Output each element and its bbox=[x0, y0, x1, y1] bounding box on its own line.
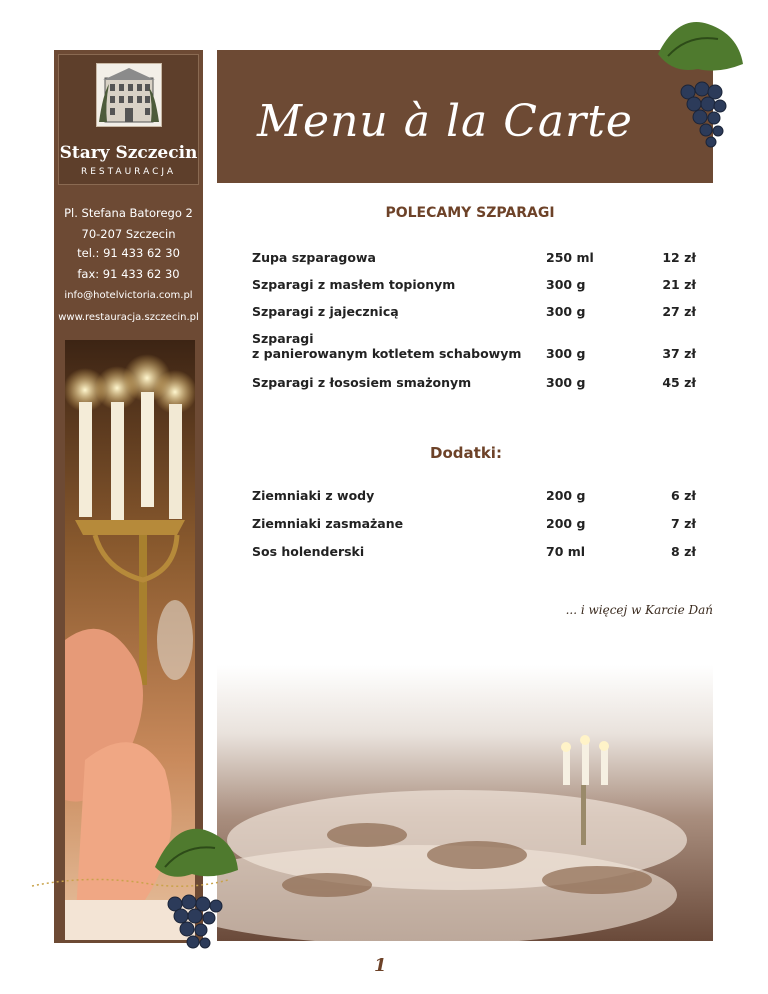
menu-item-name-line2: z panierowanym kotletem schabowym bbox=[252, 346, 522, 361]
menu-item bbox=[252, 277, 696, 307]
more-in-menu-note: ... i więcej w Karcie Dań bbox=[565, 603, 713, 617]
restaurant-subtitle: RESTAURACJA bbox=[80, 167, 177, 177]
building-illustration bbox=[96, 63, 162, 127]
menu-item-price: 8 zł bbox=[671, 544, 696, 559]
sidebar bbox=[54, 50, 203, 943]
menu-item-price: 7 zł bbox=[671, 516, 696, 531]
website-link[interactable]: www.restauracja.szczecin.pl bbox=[58, 312, 199, 323]
email-link[interactable]: info@hotelvictoria.com.pl bbox=[64, 290, 193, 301]
menu-item bbox=[252, 331, 696, 363]
page-title: Menu à la Carte bbox=[257, 96, 633, 147]
menu-item-name: Zupa szparagowa bbox=[252, 250, 376, 265]
menu-item-price: 27 zł bbox=[662, 304, 696, 319]
page-number: 1 bbox=[374, 955, 387, 976]
address-line-1: Pl. Stefana Batorego 2 bbox=[64, 206, 193, 220]
menu-item-price: 37 zł bbox=[662, 346, 696, 361]
menu-item-price: 45 zł bbox=[662, 375, 696, 390]
menu-item-name: Ziemniaki zasmażane bbox=[252, 516, 404, 531]
menu-item-name: Szparagi z łososiem smażonym bbox=[252, 375, 472, 390]
phone: tel.: 91 433 62 30 bbox=[77, 246, 180, 260]
menu-item-qty: 300 g bbox=[546, 346, 586, 361]
menu-item-qty: 70 ml bbox=[546, 544, 586, 559]
restaurant-logo bbox=[58, 54, 199, 185]
menu-item-qty: 250 ml bbox=[546, 250, 594, 265]
menu-item-name: Sos holenderski bbox=[252, 544, 365, 559]
restaurant-name: Stary Szczecin bbox=[59, 143, 198, 163]
menu-item-name: Szparagi z jajecznicą bbox=[252, 304, 399, 319]
menu-item-price: 6 zł bbox=[671, 488, 696, 503]
menu-item bbox=[252, 516, 696, 546]
menu-item-price: 21 zł bbox=[662, 277, 696, 292]
header-banner bbox=[217, 50, 713, 183]
menu-item-qty: 300 g bbox=[546, 277, 586, 292]
menu-item-price: 12 zł bbox=[662, 250, 696, 265]
menu-item bbox=[252, 304, 696, 334]
menu-item-name: Szparagi z masłem topionym bbox=[252, 277, 456, 292]
section-title-extras: Dodatki: bbox=[430, 444, 502, 462]
menu-item-qty: 200 g bbox=[546, 516, 586, 531]
menu-item bbox=[252, 375, 696, 405]
grapes-decoration-top bbox=[648, 14, 748, 153]
bead-string-decoration bbox=[30, 872, 230, 896]
menu-item-qty: 300 g bbox=[546, 304, 586, 319]
menu-item bbox=[252, 488, 696, 518]
fax: fax: 91 433 62 30 bbox=[77, 267, 180, 281]
menu-item bbox=[252, 250, 696, 280]
menu-item-name: Szparagi bbox=[252, 331, 314, 346]
menu-item-qty: 300 g bbox=[546, 375, 586, 390]
address-line-2: 70-207 Szczecin bbox=[81, 227, 176, 241]
banquet-photo bbox=[217, 665, 713, 941]
menu-item bbox=[252, 544, 696, 574]
menu-item-name: Ziemniaki z wody bbox=[252, 488, 375, 503]
section-title-asparagus: POLECAMY SZPARAGI bbox=[385, 205, 555, 221]
menu-item-qty: 200 g bbox=[546, 488, 586, 503]
